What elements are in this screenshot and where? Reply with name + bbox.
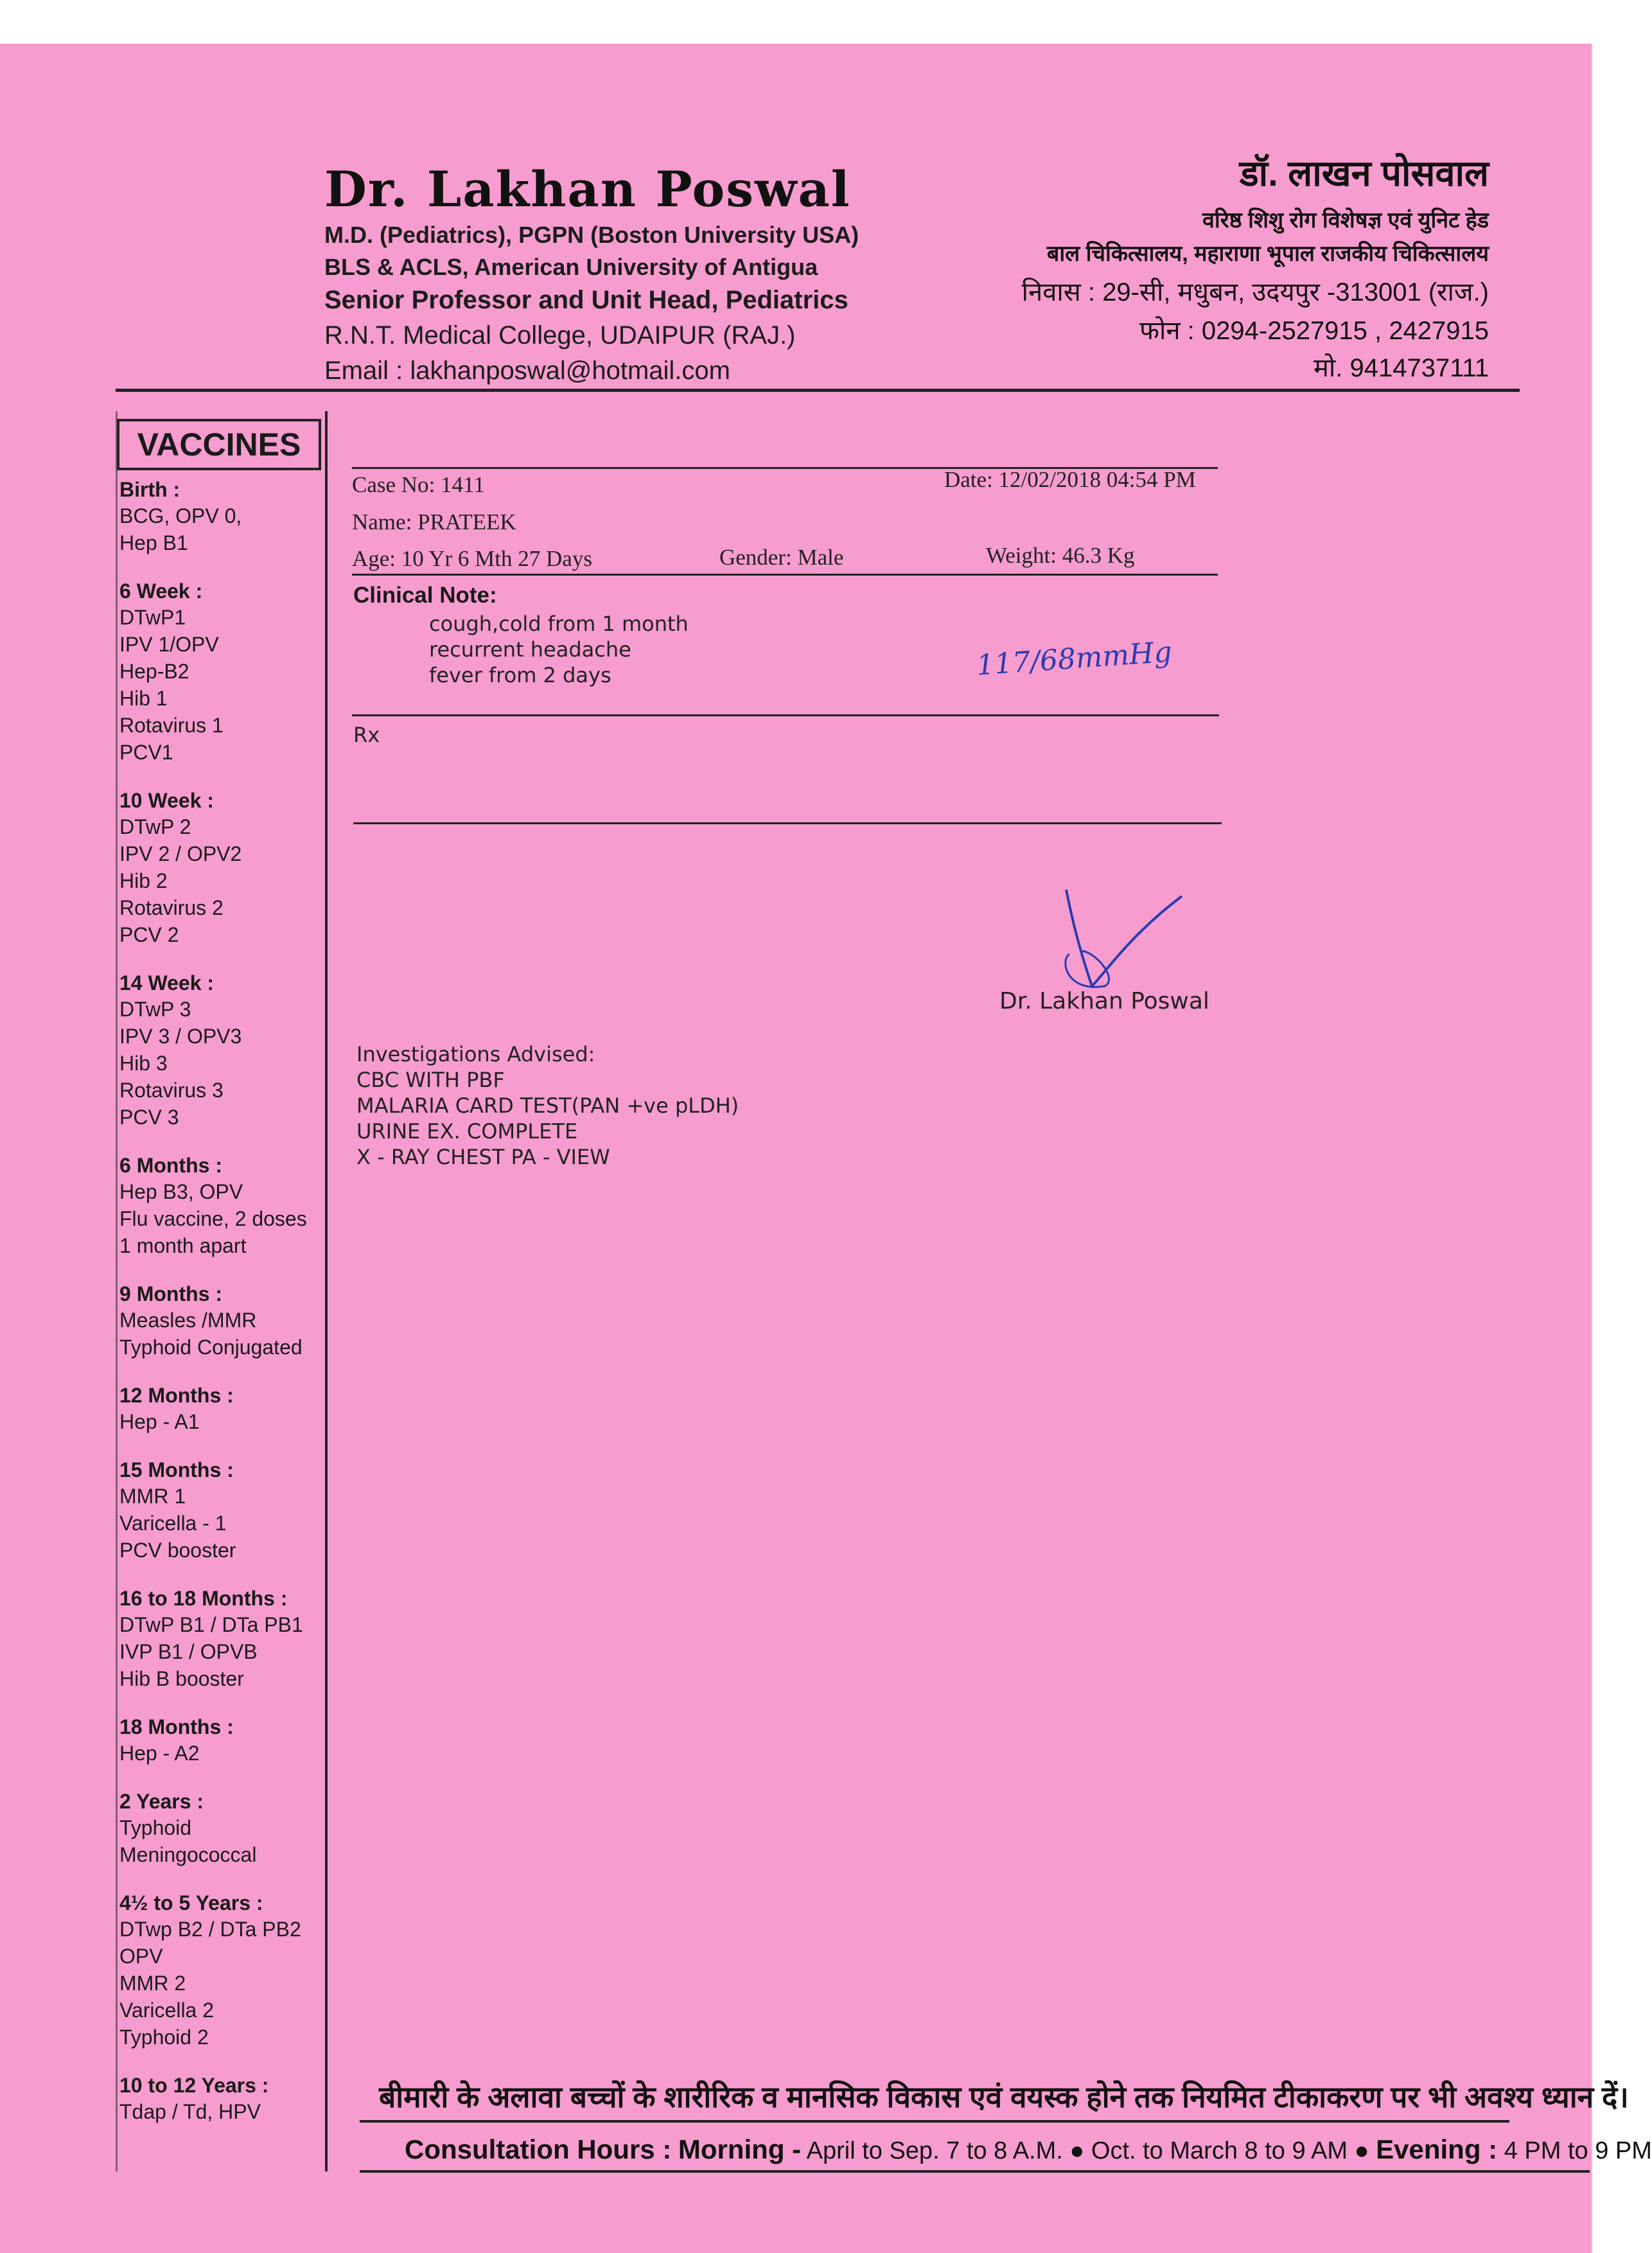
patient-name: Name: PRATEEK [352, 509, 516, 535]
investigation-item: CBC WITH PBF [356, 1068, 505, 1092]
vaccine-item: PCV booster [119, 1539, 236, 1562]
vaccine-age-title: 12 Months : [119, 1384, 234, 1407]
vaccine-age-title: 6 Week : [119, 579, 203, 603]
handwritten-blood-pressure: 117/68mmHg [975, 635, 1173, 682]
clinical-note-line: cough,cold from 1 month [429, 612, 689, 636]
morning-label: Morning - [678, 2134, 802, 2164]
case-number: Case No: 1411 [352, 472, 485, 497]
vaccine-group [119, 2072, 331, 2125]
vaccine-item: Varicella 2 [119, 1999, 215, 2022]
footer-hindi-note: बीमारी के अलावा बच्चों के शारीरिक व मानसिक विकास एवं वयस्क होने तक नियमित टीकाकरण पर भी अवश्य ध्यान दें। [379, 2080, 1629, 2114]
rx-label: Rx [353, 723, 380, 747]
qualification-line: M.D. (Pediatrics), PGPN (Boston University USA) [324, 222, 859, 248]
hindi-hospital: बाल चिकित्सालय, महाराणा भूपाल राजकीय चिकित्सालय [1046, 242, 1489, 266]
vaccine-group [119, 1890, 331, 2051]
doctor-name: Dr. Lakhan Poswal [324, 161, 851, 218]
vaccine-item: Rotavirus 1 [119, 714, 224, 737]
vaccine-age-title: 6 Months : [119, 1154, 222, 1177]
vaccine-age-title: 9 Months : [119, 1282, 222, 1305]
vaccine-item: PCV1 [119, 741, 173, 764]
evening-label: Evening : [1376, 2134, 1498, 2164]
vaccine-item: BCG, OPV 0, [119, 504, 242, 527]
vaccine-item: Meningococcal [119, 1843, 257, 1866]
vaccine-item: Hep - A2 [119, 1742, 200, 1765]
investigation-item: URINE EX. COMPLETE [356, 1119, 578, 1144]
vaccine-age-title: 18 Months : [119, 1715, 234, 1738]
vaccine-item: DTwP1 [119, 606, 186, 629]
investigation-item: X - RAY CHEST PA - VIEW [356, 1145, 610, 1169]
hindi-address: निवास : 29-सी, मधुबन, उदयपुर -313001 (राज.) [1021, 278, 1489, 306]
vaccine-age-title: 15 Months : [119, 1458, 234, 1481]
consultation-hours [405, 2134, 1652, 2165]
hindi-phone: फोन : 0294-2527915 , 2427915 [1139, 317, 1489, 345]
vaccine-item: Typhoid [119, 1816, 192, 1839]
designation-line: Senior Professor and Unit Head, Pediatrics [324, 286, 848, 314]
vaccine-item: Rotavirus 3 [119, 1079, 224, 1102]
footer-rule [360, 2120, 1509, 2123]
vaccine-group [119, 1281, 331, 1361]
vaccine-item: Hib 1 [119, 687, 168, 710]
vaccine-item: OPV [119, 1945, 163, 1968]
hindi-designation: वरिष्ठ शिशु रोग विशेषज्ञ एवं युनिट हेड [1202, 208, 1489, 233]
vaccine-item: Hib B booster [119, 1667, 244, 1690]
vaccine-item: Typhoid 2 [119, 2026, 209, 2049]
patient-gender: Gender: Male [719, 545, 844, 570]
vaccine-item: 1 month apart [119, 1234, 247, 1257]
vaccine-item: MMR 2 [119, 1972, 186, 1995]
vaccine-group [119, 1383, 331, 1435]
vaccine-age-title: 4½ to 5 Years : [119, 1891, 263, 1914]
clinical-note-title: Clinical Note: [353, 583, 497, 608]
hours-label: Consultation Hours : [405, 2134, 672, 2164]
vaccine-group [119, 1586, 331, 1692]
vaccine-item: Hep - A1 [119, 1410, 200, 1433]
rx-bottom-rule [353, 822, 1222, 824]
clinical-note-line: recurrent headache [429, 637, 631, 662]
vaccine-age-title: Birth : [119, 478, 180, 501]
patient-age: Age: 10 Yr 6 Mth 27 Days [352, 546, 592, 571]
vaccine-group [119, 970, 331, 1131]
vaccine-item: DTwP 2 [119, 815, 191, 838]
visit-date: Date: 12/02/2018 04:54 PM [944, 467, 1196, 492]
vaccine-item: Flu vaccine, 2 doses [119, 1207, 307, 1230]
vaccine-age-title: 2 Years : [119, 1790, 204, 1813]
vaccine-item: Measles /MMR [119, 1309, 257, 1332]
patient-info-rule [352, 574, 1218, 576]
vaccine-item: DTwP 3 [119, 998, 191, 1021]
hindi-mobile: मो. 9414737111 [1313, 354, 1489, 382]
signature-name: Dr. Lakhan Poswal [999, 988, 1209, 1014]
vaccine-item: MMR 1 [119, 1485, 186, 1508]
vaccine-item: IPV 3 / OPV3 [119, 1025, 242, 1048]
vaccines-heading: VACCINES [117, 419, 321, 470]
vaccine-item: Tdap / Td, HPV [119, 2100, 261, 2123]
vaccine-item: DTwP B1 / DTa PB1 [119, 1613, 303, 1636]
signature-mark [1053, 890, 1201, 999]
vaccine-item: IVP B1 / OPVB [119, 1640, 258, 1663]
sidebar-left-border [116, 411, 118, 2171]
college-line: R.N.T. Medical College, UDAIPUR (RAJ.) [324, 321, 796, 349]
vaccine-age-title: 10 to 12 Years : [119, 2074, 269, 2097]
vaccine-schedule [119, 477, 331, 2147]
investigations-title: Investigations Advised: [356, 1042, 595, 1066]
vaccine-item: Hep B3, OPV [119, 1180, 243, 1203]
vaccine-group [119, 1714, 331, 1767]
vaccine-group [119, 1789, 331, 1868]
vaccine-item: DTwp B2 / DTa PB2 [119, 1918, 301, 1941]
footer-bottom-rule [360, 2170, 1590, 2173]
vaccine-item: IPV 1/OPV [119, 633, 219, 656]
vaccine-age-title: 16 to 18 Months : [119, 1587, 288, 1610]
vaccine-age-title: 14 Week : [119, 971, 215, 994]
investigation-item: MALARIA CARD TEST(PAN +ve pLDH) [356, 1093, 739, 1118]
qualification-line: BLS & ACLS, American University of Antigua [324, 254, 818, 280]
evening-hours: 4 PM to 9 PM [1504, 2137, 1652, 2164]
vaccine-age-title: 10 Week : [119, 789, 215, 812]
vaccine-group [119, 1457, 331, 1564]
clinical-note-line: fever from 2 days [429, 663, 611, 687]
vaccine-group [119, 788, 331, 948]
vaccine-group [119, 1153, 331, 1259]
vaccine-item: Rotavirus 2 [119, 896, 224, 919]
vaccine-item: PCV 3 [119, 1106, 179, 1129]
vaccine-item: Hib 3 [119, 1052, 168, 1075]
header-divider [116, 389, 1520, 392]
vaccine-item: Varicella - 1 [119, 1512, 227, 1535]
rx-top-rule [352, 714, 1219, 716]
vaccine-group [119, 477, 331, 556]
vaccine-item: Hep B1 [119, 531, 188, 554]
vaccine-item: Typhoid Conjugated [119, 1336, 303, 1359]
hindi-doctor-name: डॉ. लाखन पोसवाल [1239, 153, 1489, 193]
patient-weight: Weight: 46.3 Kg [986, 543, 1135, 568]
vaccine-item: PCV 2 [119, 923, 179, 946]
vaccine-item: Hib 2 [119, 869, 168, 892]
vaccine-group [119, 578, 331, 766]
vaccine-item: IPV 2 / OPV2 [119, 842, 242, 865]
vaccine-item: Hep-B2 [119, 660, 189, 683]
email-line: Email : lakhanposwal@hotmail.com [324, 357, 730, 385]
morning-hours: April to Sep. 7 to 8 A.M. ● Oct. to March 8 to 9 AM ● [806, 2137, 1369, 2164]
